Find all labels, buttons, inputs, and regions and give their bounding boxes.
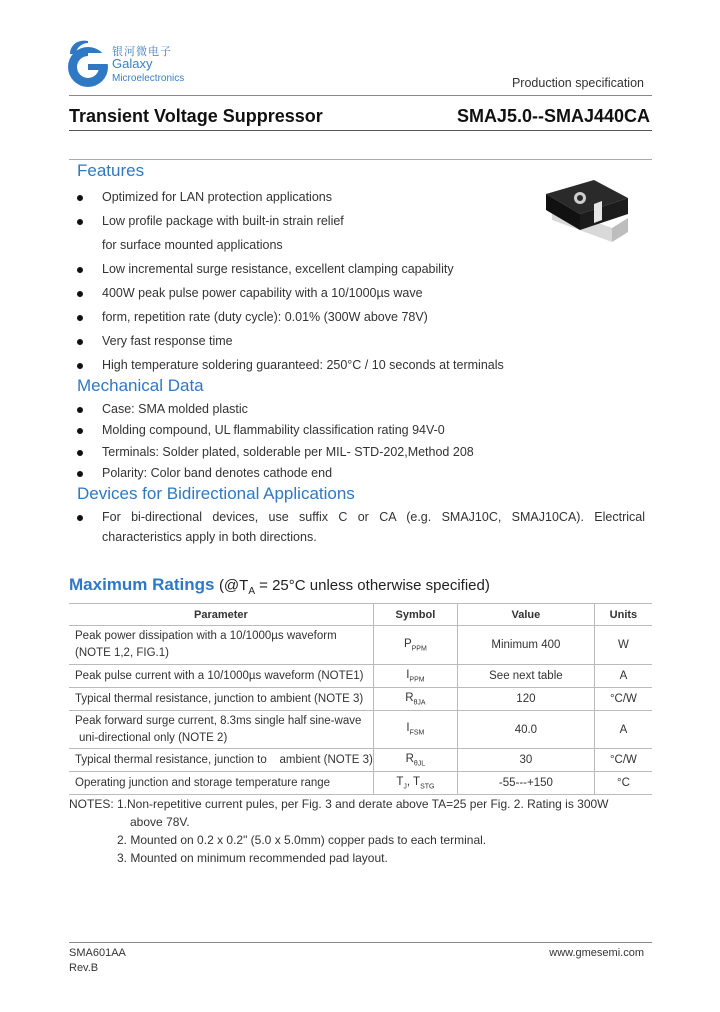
param-cell: Peak power dissipation with a 10/1000µs waveform (NOTE 1,2, FIG.1) [69, 626, 373, 665]
param-cell: Peak forward surge current, 8.3ms single half sine-wave uni-directional only (NOTE 2) [69, 711, 373, 749]
param-cell: Typical thermal resistance, junction to ambient (NOTE 3) [69, 688, 373, 711]
value-cell: 120 [457, 688, 594, 711]
col-header-value: Value [457, 604, 594, 626]
bidirectional-heading: Devices for Bidirectional Applications [77, 484, 355, 503]
value-cell: -55---+150 [457, 772, 594, 795]
value-cell: 40.0 [457, 711, 594, 749]
bullet-icon [77, 315, 83, 321]
list-item-continuation: for surface mounted applications [102, 238, 283, 252]
table-row [69, 711, 652, 749]
logo-chinese-text: 银河微电子 [112, 46, 172, 58]
table-row [69, 626, 652, 665]
ratings-heading [69, 575, 490, 597]
value-cell: See next table [457, 665, 594, 688]
table-row [69, 772, 652, 795]
footer-divider [69, 942, 652, 943]
unit-cell: A [594, 711, 652, 749]
company-logo [66, 40, 216, 90]
param-cell: Typical thermal resistance, junction to ambient (NOTE 3) [69, 749, 373, 772]
footer-doc-id: SMA601AA [69, 947, 126, 959]
ratings-condition: ($@T_A = 25^\circ C$ unless otherwise specified) [218, 577, 490, 597]
bullet-icon [77, 267, 83, 273]
value-cell: 30 [457, 749, 594, 772]
table-header-row [69, 604, 652, 626]
features-heading: Features [77, 161, 145, 180]
value-cell: Minimum 400 [457, 626, 594, 665]
ratings-title: Maximum Ratings [69, 575, 215, 594]
symbol-cell: $R_{\theta JA}$ [373, 688, 457, 711]
unit-cell: °C [594, 772, 652, 795]
symbol-cell: $I_{PPM}$ [373, 665, 457, 688]
unit-cell: °C/W [594, 749, 652, 772]
col-header-units: Units [594, 604, 652, 626]
col-header-parameter: Parameter [69, 604, 373, 626]
symbol-cell: $T_J$, $T_{STG}$ [373, 772, 457, 795]
footer-revision: Rev.B [69, 962, 99, 974]
table-row [69, 749, 652, 772]
bullet-icon [77, 450, 83, 456]
bidirectional-text: For bi-directional devices, use suffix C or CA (e.g. SMAJ10C, SMAJ10CA). Electrical characteristics apply in both directions. [102, 510, 645, 544]
symbol-cell: $P_{PPM}$ [373, 626, 457, 665]
symbol-cell: $R_{\theta JL}$ [373, 749, 457, 772]
table-row [69, 665, 652, 688]
doc-title: Transient Voltage Suppressor [69, 106, 323, 126]
bullet-icon [77, 428, 83, 434]
footer-website[interactable]: www.gmesemi.com [549, 947, 644, 959]
bullet-icon [77, 471, 83, 477]
logo-subtitle: Microelectronics [112, 73, 185, 84]
bullet-icon [77, 219, 83, 225]
symbol-cell: $I_{FSM}$ [373, 711, 457, 749]
bullet-icon [77, 363, 83, 369]
note-3: 3. Mounted on minimum recommended pad layout. [117, 851, 388, 865]
title-divider [69, 130, 652, 131]
param-cell: Peak pulse current with a 10/1000µs waveform (NOTE1) [69, 665, 373, 688]
unit-cell: °C/W [594, 688, 652, 711]
param-cell: Operating junction and storage temperature range [69, 772, 373, 795]
bullet-icon [77, 339, 83, 345]
max-ratings-table [69, 603, 652, 795]
bullet-icon [77, 291, 83, 297]
bullet-icon [77, 515, 83, 521]
features-divider [69, 159, 652, 160]
unit-cell: A [594, 665, 652, 688]
note-1-continued: above 78V. [130, 815, 190, 829]
sma-package-image [542, 176, 632, 248]
logo-name: Galaxy [112, 56, 153, 71]
col-header-symbol: Symbol [373, 604, 457, 626]
note-1: NOTES: 1.Non-repetitive current pules, per Fig. 3 and derate above TA=25 per Fig. 2. Rating is 300W [69, 797, 609, 811]
part-number-range: SMAJ5.0--SMAJ440CA [456, 106, 650, 126]
unit-cell: W [594, 626, 652, 665]
note-2: 2. Mounted on 0.2 x 0.2" (5.0 x 5.0mm) copper pads to each terminal. [117, 833, 487, 847]
header-divider [69, 95, 652, 96]
mechanical-heading: Mechanical Data [77, 376, 204, 395]
galaxy-logo-icon [66, 40, 110, 90]
bullet-icon [77, 407, 83, 413]
spec-label: Production specification [511, 76, 644, 90]
bullet-icon [77, 195, 83, 201]
table-row [69, 688, 652, 711]
